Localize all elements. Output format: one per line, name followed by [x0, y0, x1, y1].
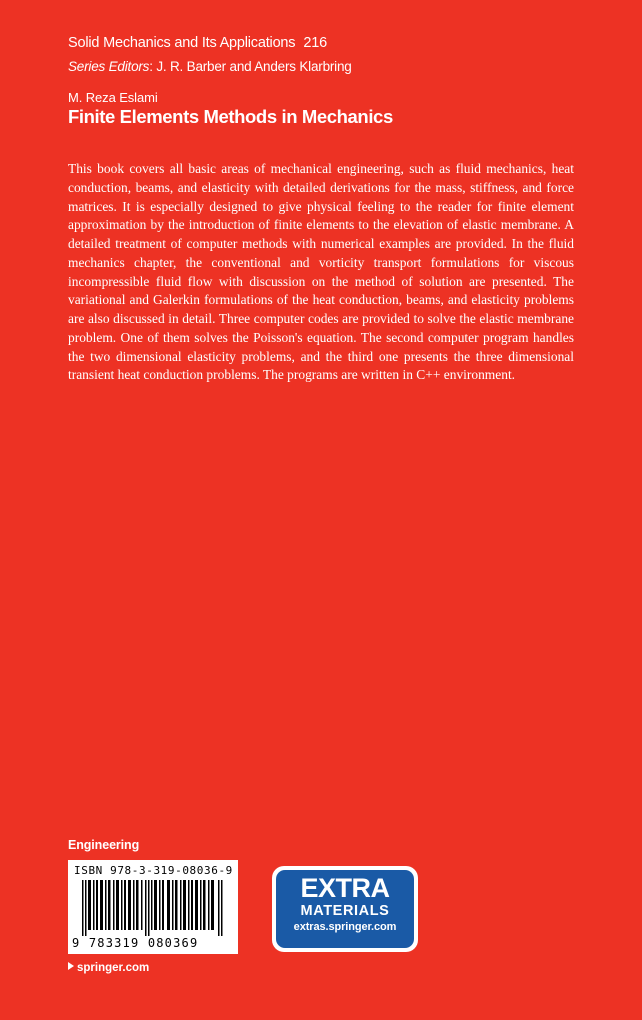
series-editors-label: Series Editors	[68, 59, 150, 74]
series-editors	[68, 59, 352, 74]
springer-link[interactable]	[68, 962, 149, 974]
barcode-icon	[82, 880, 224, 936]
barcode-digits: 9 783319 080369	[72, 936, 199, 950]
series-volume: 216	[303, 35, 327, 51]
book-title: Finite Elements Methods in Mechanics	[68, 106, 393, 127]
series-editors-names: : J. R. Barber and Anders Klarbring	[149, 59, 352, 74]
arrow-right-icon	[68, 962, 74, 970]
author-name: M. Reza Eslami	[68, 90, 158, 105]
series-line	[68, 35, 327, 51]
extra-badge-title: EXTRA	[300, 873, 390, 903]
isbn-number: ISBN 978-3-319-08036-9	[74, 864, 233, 877]
extra-materials-badge-inner	[276, 870, 414, 948]
isbn-barcode	[68, 860, 238, 954]
extra-badge-url[interactable]: extras.springer.com	[293, 921, 397, 933]
extra-badge-subtitle: MATERIALS	[300, 903, 390, 919]
series-name: Solid Mechanics and Its Applications	[68, 35, 296, 51]
springer-link-text[interactable]: springer.com	[77, 962, 150, 974]
extra-materials-badge[interactable]	[272, 866, 418, 952]
subject-category: Engineering	[68, 838, 140, 852]
back-cover-blurb: This book covers all basic areas of mechanical engineering, such as fluid mechanics, heat conduction, beams, and elasticity with detailed derivations for the mass, stiffness, and force matrices. It is especially designed to give physical feeling to the reader for finite element approximation by the introduction of finite elements to the elevation of elastic membrane. A detailed treatment of computer methods with numerical examples are provided. In the fluid mechanics chapter, the conventional and vorticity transport formulations for viscous incompressible fluid flow with discussion on the method of solution are presented. The variational and Galerkin formulations of the heat conduction, beams, and elasticity problems are also discussed in detail. Three computer codes are provided to solve the elastic membrane problem. One of them solves the Poisson's equation. The second computer program handles the two dimensional elasticity problems, and the third one presents the three dimensional transient heat conduction problems. The programs are written in C++ environment.	[68, 161, 574, 383]
